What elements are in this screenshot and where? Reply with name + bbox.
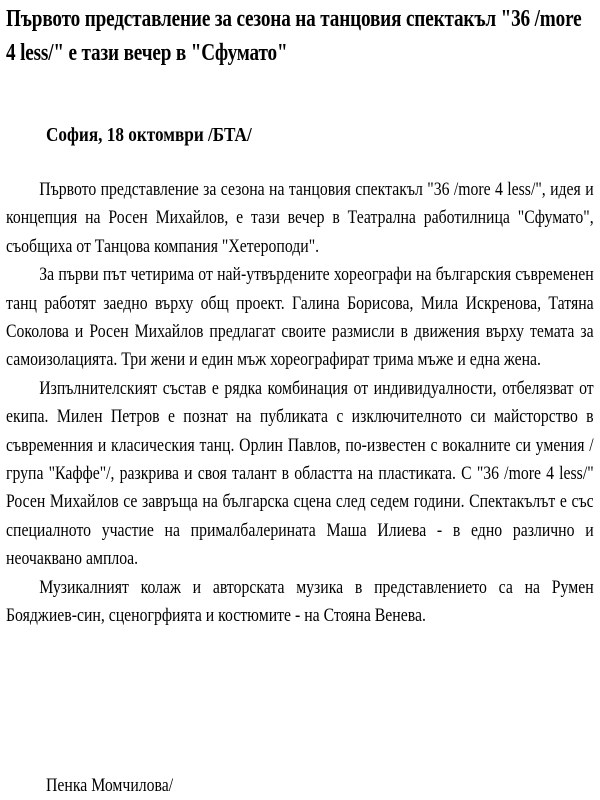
article-paragraph: Музикалният колаж и авторската музика в представлението са на Румен Бояджиев-син, сценогрфията и костюмите - на Стояна Венева.: [6, 576, 594, 627]
article-paragraph: За първи път четирима от най-утвърдените хореографи на българския съвременен танц работят заедно върху общ проект. Галина Борисова, Мила Искренова, Татяна Соколова и Росен Михайлов предлагат своите размисли в движения върху темата за самоизолацията. Три жени и един мъж хореографират трима мъже и една жена.: [6, 264, 594, 371]
article-body: [6, 176, 594, 631]
article-signature: Пенка Момчилова/: [46, 775, 174, 796]
article-paragraph: Първото представление за сезона на танцовия спектакъл "36 /more 4 less/", идея и концепция на Росен Михайлов, е тази вечер в Театрална работилница "Сфумато", съобщиха от Танцова компания "Хетероподи".: [6, 179, 594, 257]
article-dateline: София, 18 октомври /БТА/: [46, 124, 252, 146]
article-headline: Първото представление за сезона на танцовия спектакъл "36 /more 4 less/" е тази вечер в "Сфумато": [6, 6, 582, 66]
article-paragraph: Изпълнителският състав е рядка комбинация от индивидуалности, отбелязват от екипа. Милен Петров е познат на публиката с изключителното си майсторство в съвременния и класическия танц. Орлин Павлов, по-известен с вокалните си умения /група "Каффе"/, разкрива и своя талант в областта на пластиката. С "36 /more 4 less/" Росен Михайлов се завръща на българска сцена след седем години. Спектакълът е със специалното участие на прималбалерината Маша Илиева - в едно различно и неочаквано амплоа.: [6, 377, 594, 570]
